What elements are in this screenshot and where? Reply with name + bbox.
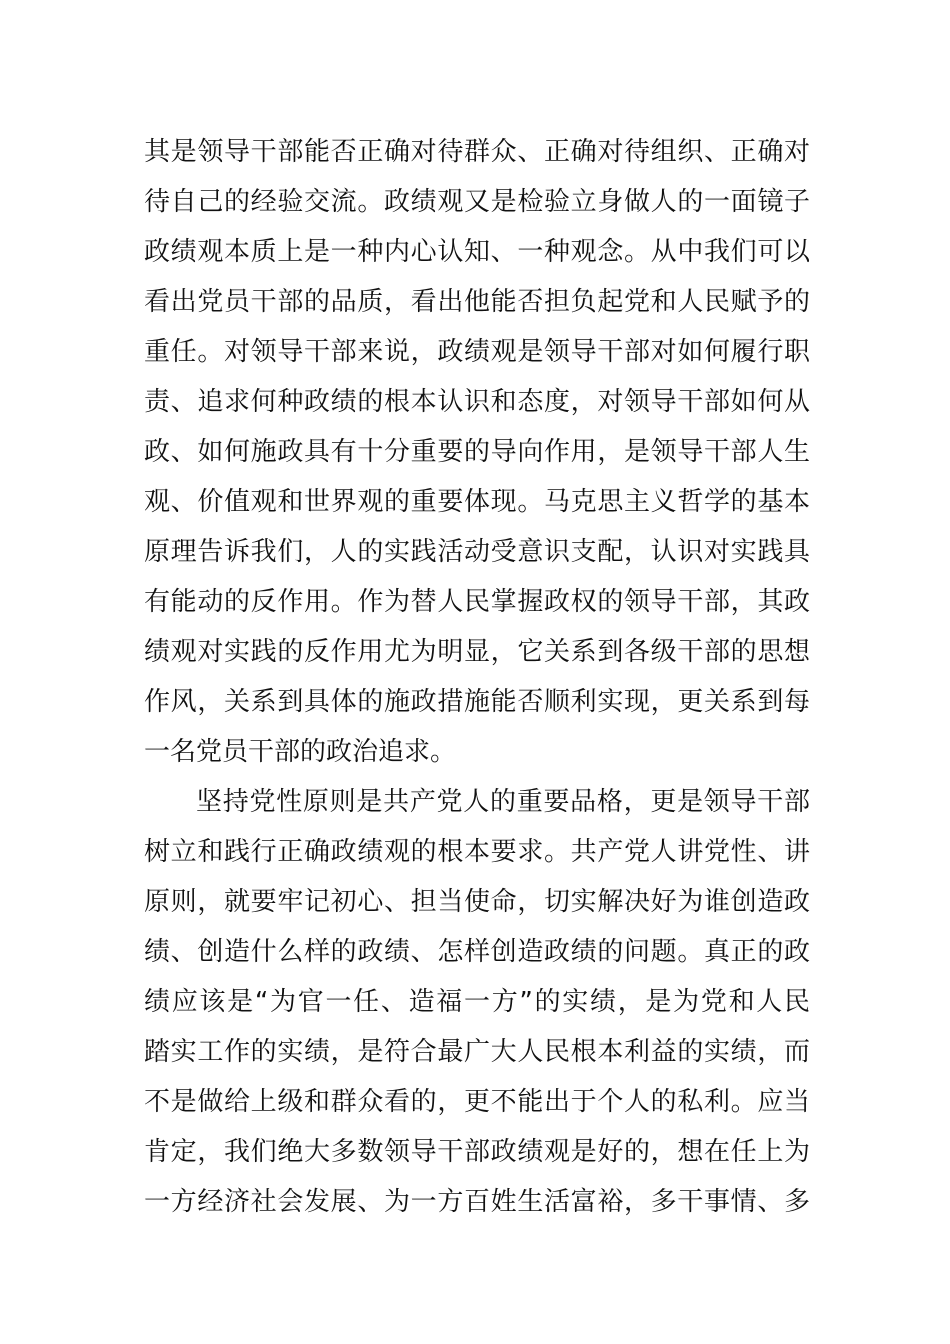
- text-line: 有能动的反作用。作为替人民掌握政权的领导干部，其政: [144, 587, 810, 617]
- text-line: 不是做给上级和群众看的，更不能出于个人的私利。应当: [144, 1087, 810, 1117]
- text-line: 政绩观本质上是一种内心认知、一种观念。从中我们可以: [144, 237, 810, 267]
- text-line: 待自己的经验交流。政绩观又是检验立身做人的一面镜子: [144, 187, 810, 217]
- text-line: 踏实工作的实绩，是符合最广大人民根本利益的实绩，而: [144, 1037, 810, 1067]
- text-line: 树立和践行正确政绩观的根本要求。共产党人讲党性、讲: [144, 837, 810, 867]
- text-line: 肯定，我们绝大多数领导干部政绩观是好的，想在任上为: [144, 1137, 810, 1167]
- text-line: 观、价值观和世界观的重要体现。马克思主义哲学的基本: [144, 487, 810, 517]
- text-line: 绩观对实践的反作用尤为明显，它关系到各级干部的思想: [144, 637, 810, 667]
- text-line: 政、如何施政具有十分重要的导向作用，是领导干部人生: [144, 437, 810, 467]
- text-line: 作风，关系到具体的施政措施能否顺利实现，更关系到每: [144, 687, 810, 717]
- text-line: 一方经济社会发展、为一方百姓生活富裕，多干事情、多: [144, 1187, 810, 1217]
- text-line: 看出党员干部的品质，看出他能否担负起党和人民赋予的: [144, 287, 810, 317]
- text-line: 绩、创造什么样的政绩、怎样创造政绩的问题。真正的政: [144, 937, 810, 967]
- paragraph-start-line: 坚持党性原则是共产党人的重要品格，更是领导干部: [196, 787, 810, 817]
- text-line: 其是领导干部能否正确对待群众、正确对待组织、正确对: [144, 137, 810, 167]
- text-line: 原理告诉我们，人的实践活动受意识支配，认识对实践具: [144, 537, 810, 567]
- text-line: 责、追求何种政绩的根本认识和态度，对领导干部如何从: [144, 387, 810, 417]
- text-line: 原则，就要牢记初心、担当使命，切实解决好为谁创造政: [144, 887, 810, 917]
- text-line: 重任。对领导干部来说，政绩观是领导干部对如何履行职: [144, 337, 810, 367]
- body-text: [144, 127, 810, 1227]
- text-line: 绩应该是“为官一任、造福一方”的实绩，是为党和人民: [144, 987, 810, 1017]
- paragraph-end-line: 一名党员干部的政治追求。: [144, 737, 457, 767]
